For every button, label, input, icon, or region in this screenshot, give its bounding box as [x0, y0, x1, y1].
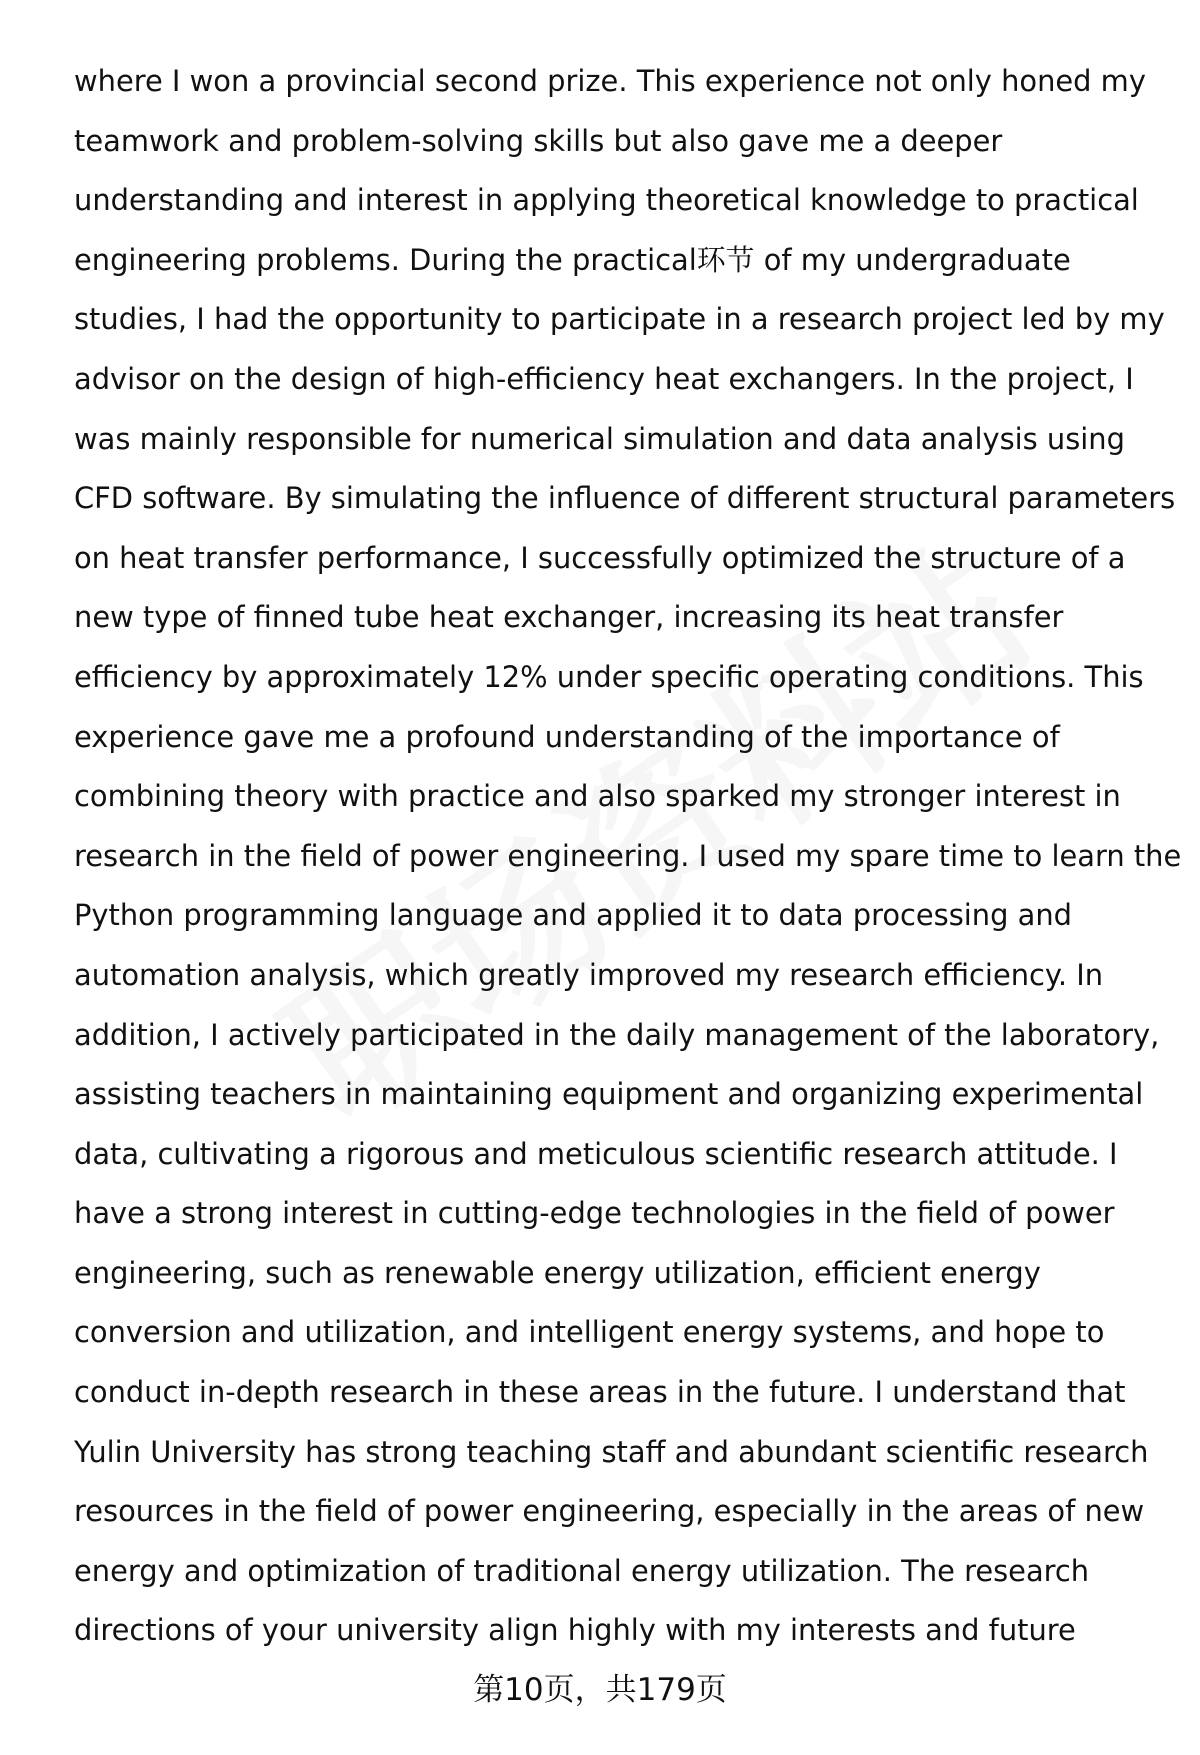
text-line: have a strong interest in cutting-edge technologies in the field of power [74, 1196, 1115, 1231]
text-line: addition, I actively participated in the daily management of the laboratory, [74, 1017, 1160, 1052]
text-line: automation analysis, which greatly improved my research efficiency. In [74, 957, 1104, 992]
text-line: directions of your university align highly with my interests and future [74, 1613, 1076, 1648]
text-line: where I won a provincial second prize. This experience not only honed my [74, 64, 1146, 98]
text-line: data, cultivating a rigorous and meticulous scientific research attitude. I [74, 1136, 1118, 1171]
page-number: 第10页，共179页 [473, 1672, 727, 1708]
text-line: efficiency by approximately 12% under specific operating conditions. This [74, 659, 1144, 694]
text-line: studies, I had the opportunity to participate in a research project led by my [74, 302, 1165, 337]
text-line: conduct in-depth research in these areas in the future. I understand that [74, 1375, 1126, 1410]
text-line: conversion and utilization, and intelligent energy systems, and hope to [74, 1315, 1105, 1350]
text-line: teamwork and problem-solving skills but also gave me a deeper [74, 123, 1003, 158]
text-line: Python programming language and applied it to data processing and [74, 898, 1073, 933]
text-line: combining theory with practice and also sparked my stronger interest in [74, 779, 1121, 814]
text-line: research in the field of power engineering. I used my spare time to learn the [74, 838, 1182, 873]
text-line: Yulin University has strong teaching staff and abundant scientific research [74, 1434, 1149, 1469]
text-line: on heat transfer performance, I successfully optimized the structure of a [74, 540, 1126, 575]
text-line: energy and optimization of traditional energy utilization. The research [74, 1553, 1090, 1588]
text-line: engineering problems. During the practical环节 of my undergraduate [74, 242, 1071, 277]
text-line: advisor on the design of high-efficiency heat exchangers. In the project, I [74, 361, 1134, 396]
text-line: resources in the field of power engineering, especially in the areas of new [74, 1494, 1145, 1529]
text-line: new type of finned tube heat exchanger, increasing its heat transfer [74, 600, 1064, 635]
text-line: understanding and interest in applying theoretical knowledge to practical [74, 183, 1139, 218]
text-line: was mainly responsible for numerical simulation and data analysis using [74, 421, 1125, 456]
text-line: assisting teachers in maintaining equipment and organizing experimental [74, 1077, 1144, 1112]
text-line: CFD software. By simulating the influence of different structural parameters [74, 481, 1176, 516]
body-text [74, 52, 1182, 1661]
text-line: engineering, such as renewable energy utilization, efficient energy [74, 1255, 1041, 1290]
text-line: experience gave me a profound understanding of the importance of [74, 719, 1060, 754]
